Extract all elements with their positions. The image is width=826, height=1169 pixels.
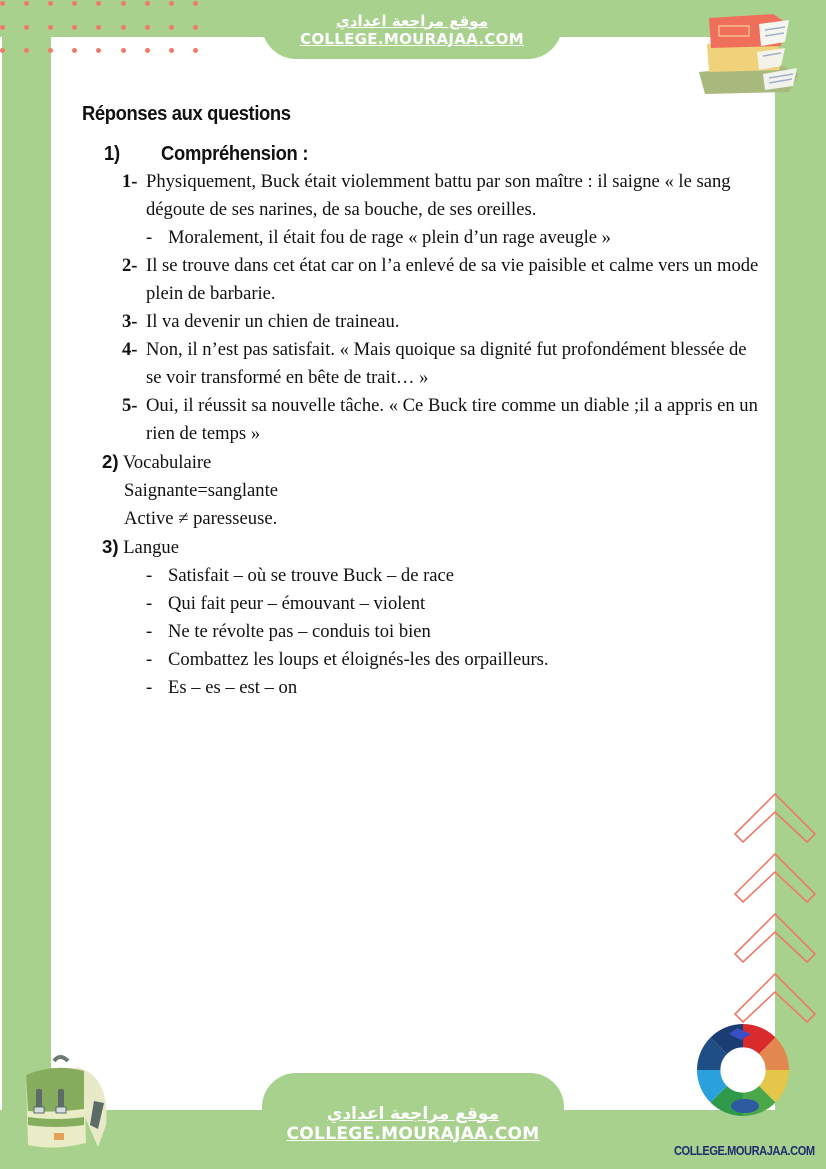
section-heading-comprehension	[104, 140, 709, 168]
section-title: Langue	[123, 537, 179, 558]
langue-item: - Satisfait – où se trouve Buck – de race	[146, 562, 762, 590]
section-heading-langue	[102, 533, 762, 562]
answer-item	[122, 252, 762, 308]
dot-pattern	[0, 0, 210, 60]
answer-item	[122, 392, 762, 448]
langue-item-text: Qui fait peur – émouvant – violent	[168, 593, 426, 614]
footer-site-name-arabic: موقع مراجعة اعدادي	[326, 1103, 500, 1124]
langue-item-text: Ne te révolte pas – conduis toi bien	[168, 621, 431, 642]
answer-item	[122, 336, 762, 392]
answer-text: Il se trouve dans cet état car on l’a enlevé de sa vie paisible et calme vers un mode plein de barbarie.	[146, 255, 759, 304]
langue-item-text: Combattez les loups et éloignés-les des orpailleurs.	[168, 649, 549, 670]
answer-number: 4-	[122, 339, 138, 360]
answer-text: Physiquement, Buck était violemment battu par son maître : il saigne « le sang dégoute de ses narines, de sa bouche, de ses oreilles.	[146, 171, 731, 220]
langue-item: - Ne te révolte pas – conduis toi bien	[146, 618, 762, 646]
answer-number: 5-	[122, 395, 138, 416]
answer-number: 2-	[122, 255, 138, 276]
chevron-up-decoration-icon	[733, 792, 817, 1032]
footer-site-tab[interactable]	[262, 1073, 564, 1169]
backpack-icon	[14, 1055, 114, 1155]
header-site-url[interactable]: COLLEGE.MOURAJAA.COM	[300, 29, 524, 48]
answer-text: Non, il n’est pas satisfait. « Mais quoique sa dignité fut profondément blessée de se voir transformé en bête de trait… »	[146, 339, 747, 388]
section-title: Compréhension :	[161, 143, 309, 165]
left-frame-bar	[2, 0, 51, 1169]
answer-item	[122, 308, 762, 336]
footer-logo-label: COLLEGE.MOURAJAA.COM	[674, 1143, 815, 1158]
document-body	[82, 100, 762, 702]
langue-item: - Es – es – est – on	[146, 674, 762, 702]
langue-item: - Combattez les loups et éloignés-les des orpailleurs.	[146, 646, 762, 674]
books-stack-icon	[693, 12, 803, 96]
section-number: 1)	[104, 143, 120, 165]
subjects-wheel-logo-icon	[695, 1022, 791, 1118]
section-number: 3)	[102, 536, 119, 557]
answer-subnote-text: Moralement, il était fou de rage « plein d’un rage aveugle »	[168, 227, 611, 248]
langue-item: - Qui fait peur – émouvant – violent	[146, 590, 762, 618]
footer-site-url[interactable]: COLLEGE.MOURAJAA.COM	[286, 1124, 540, 1144]
langue-item-text: Es – es – est – on	[168, 677, 298, 698]
vocab-line: Active ≠ paresseuse.	[124, 508, 278, 529]
answer-item	[122, 168, 762, 224]
section-heading-vocabulaire	[102, 448, 762, 477]
langue-item-text: Satisfait – où se trouve Buck – de race	[168, 565, 455, 586]
header-site-name-arabic: موقع مراجعة اعدادي	[336, 11, 488, 30]
answer-number: 3-	[122, 311, 138, 332]
answer-text: Oui, il réussit sa nouvelle tâche. « Ce Buck tire comme un diable ;il a appris en un rien de temps »	[146, 395, 758, 444]
answer-number: 1-	[122, 171, 138, 192]
answer-text: Il va devenir un chien de traineau.	[146, 311, 400, 332]
section-title: Vocabulaire	[122, 452, 212, 473]
answer-subnote: - Moralement, il était fou de rage « plein d’un rage aveugle »	[146, 224, 762, 252]
section-number: 2)	[102, 451, 119, 472]
vocab-line: Saignante=sanglante	[124, 480, 279, 501]
page-title: Réponses aux questions	[82, 103, 291, 125]
header-site-tab[interactable]	[262, 0, 562, 59]
